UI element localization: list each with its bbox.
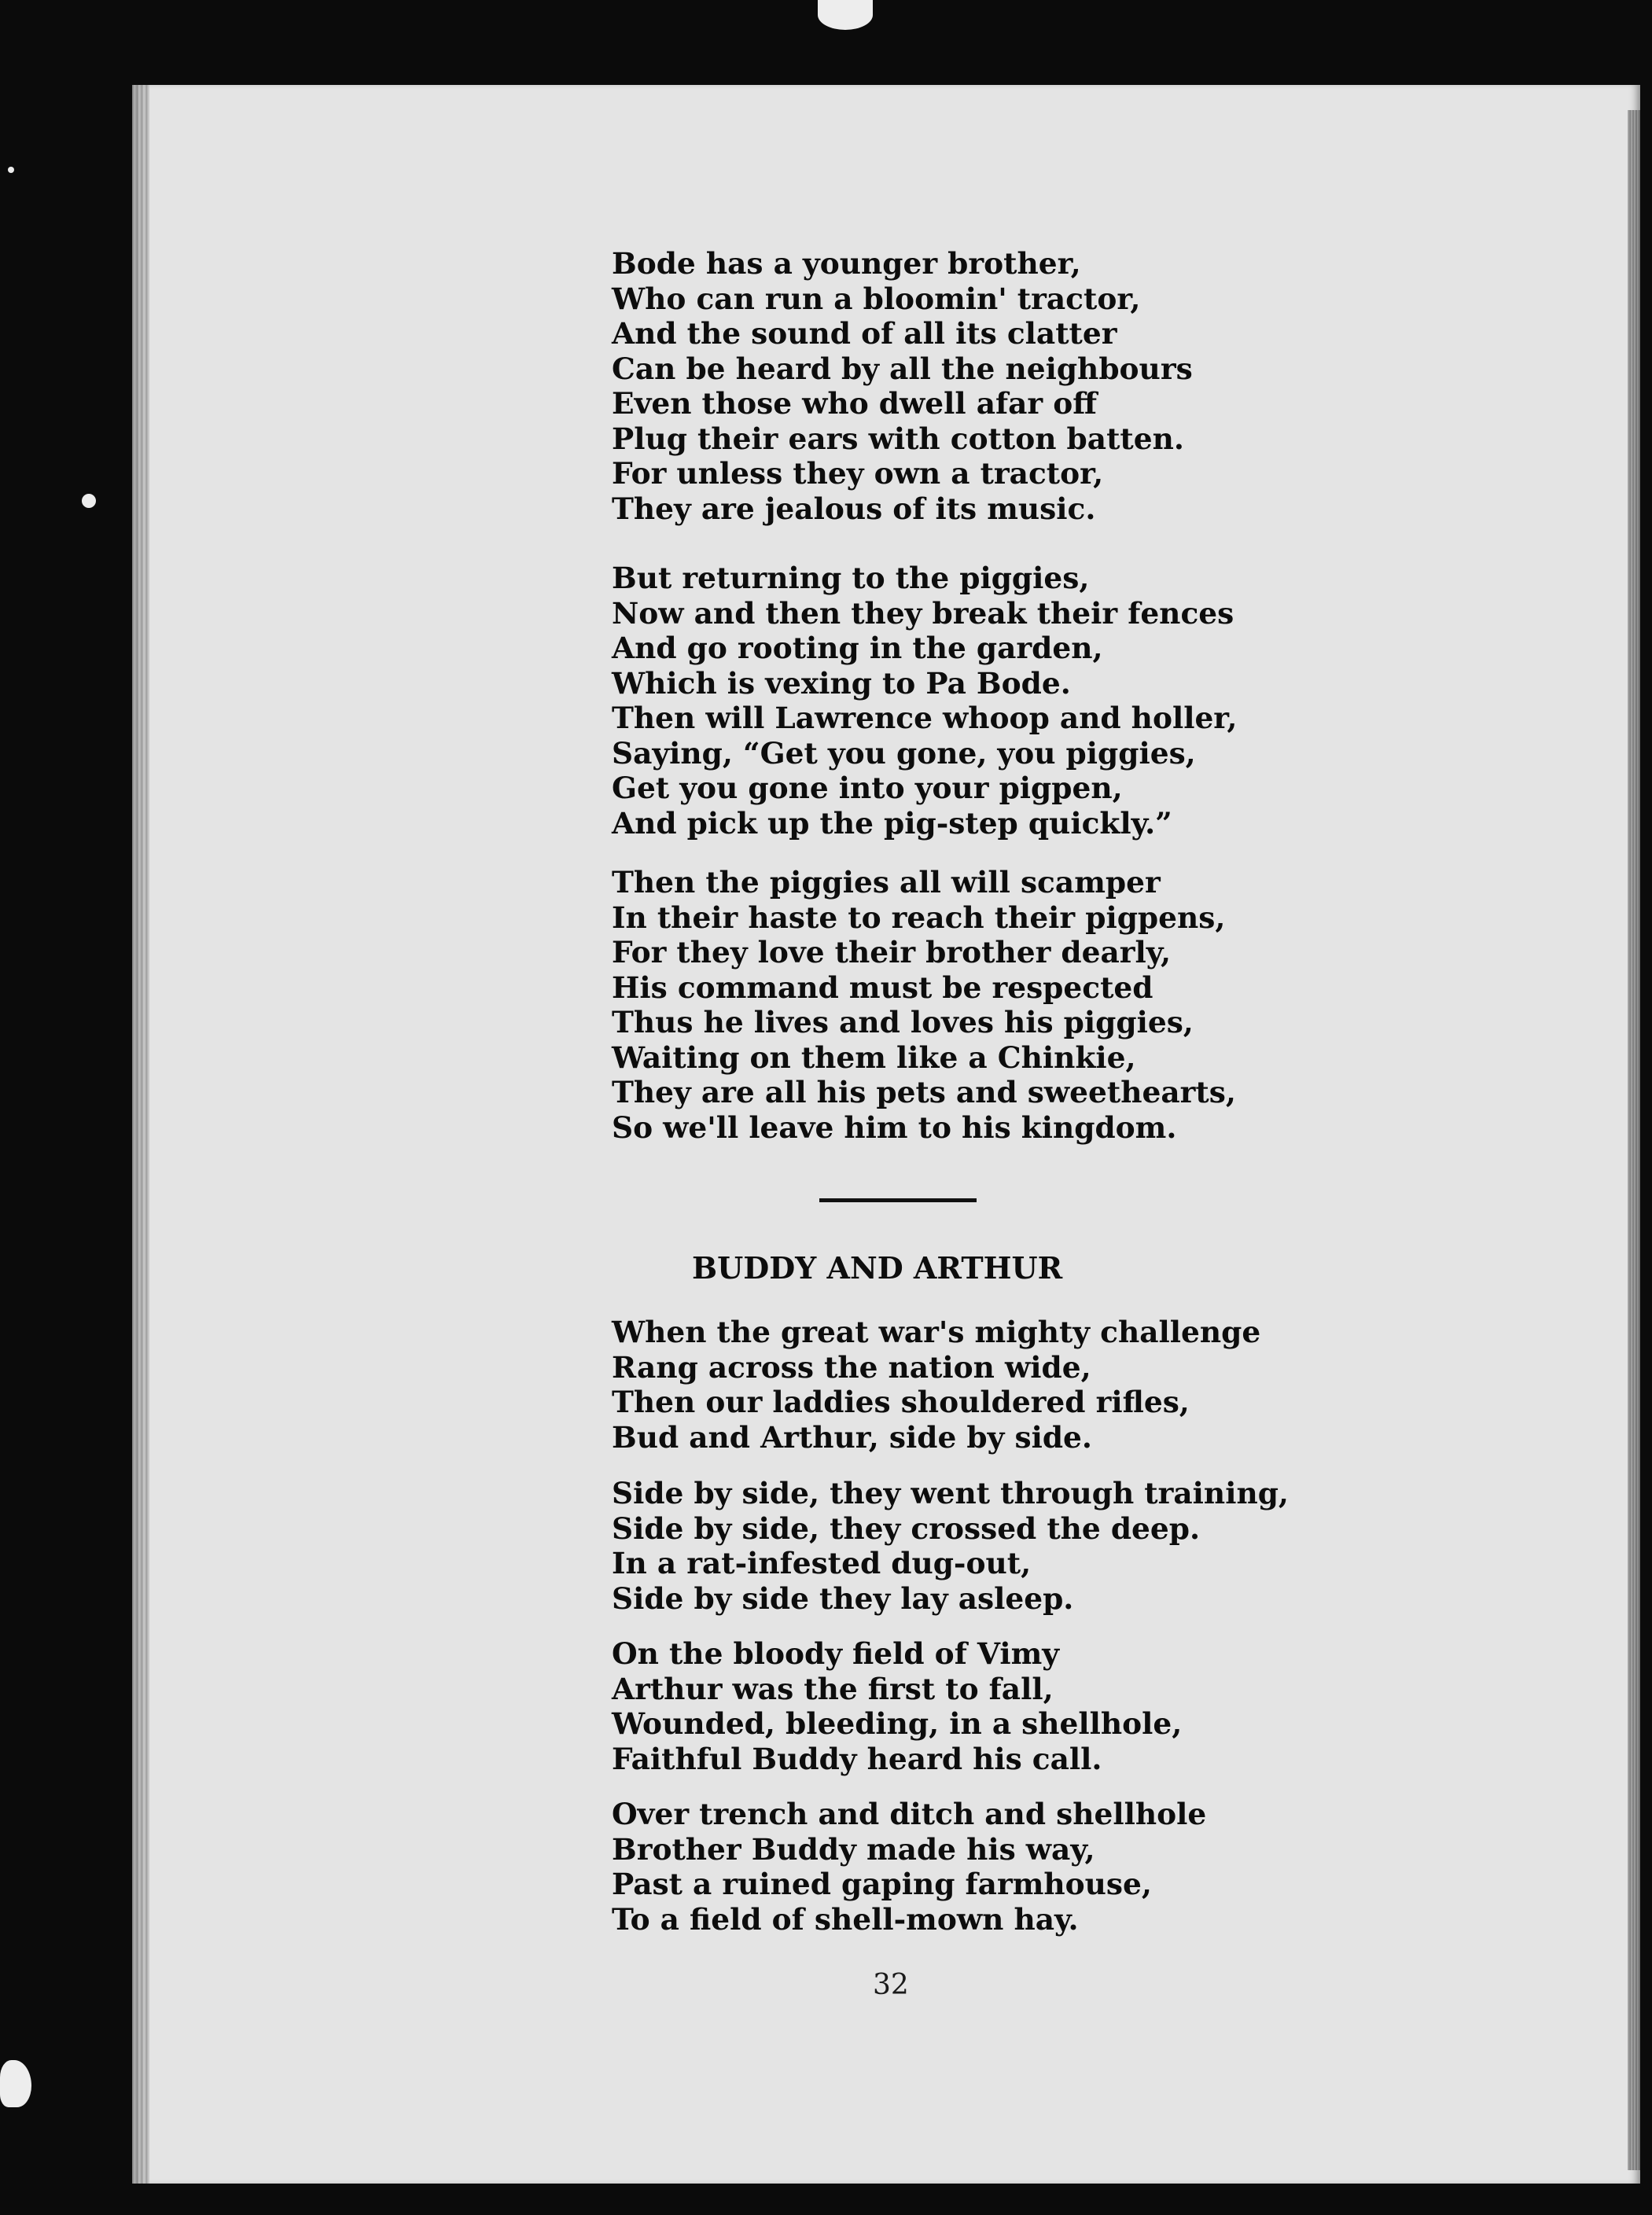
poem-line: Bud and Arthur, side by side. bbox=[612, 1419, 1092, 1455]
poem-line: Wounded, bleeding, in a shellhole, bbox=[612, 1706, 1183, 1741]
poem-line: Side by side, they went through training, bbox=[612, 1476, 1289, 1510]
poem-line: In their haste to reach their pigpens, bbox=[612, 900, 1226, 935]
poem-line: Brother Buddy made his way, bbox=[612, 1831, 1095, 1867]
poem-line: Who can run a bloomin' tractor, bbox=[612, 281, 1141, 316]
poem-line: Bode has a younger brother, bbox=[612, 246, 1081, 281]
poem-title: BUDDY AND ARTHUR bbox=[692, 1250, 1063, 1286]
poem-line: When the great war's mighty challenge bbox=[612, 1315, 1261, 1349]
first-poem-stanza bbox=[612, 246, 1193, 526]
first-poem-stanza bbox=[612, 865, 1236, 1145]
poem-line: So we'll leave him to his kingdom. bbox=[612, 1109, 1177, 1145]
poem-line: Faithful Buddy heard his call. bbox=[612, 1741, 1102, 1776]
first-poem-stanza bbox=[612, 561, 1237, 841]
second-poem-stanza bbox=[612, 1636, 1182, 1776]
poem-line: For unless they own a tractor, bbox=[612, 456, 1104, 491]
poem-line: Thus he lives and loves his piggies, bbox=[612, 1005, 1194, 1039]
poem-line: Even those who dwell afar off bbox=[612, 386, 1098, 421]
film-speck bbox=[82, 494, 96, 508]
page-outer-edge bbox=[1628, 110, 1640, 2170]
poem-line: Rang across the nation wide, bbox=[612, 1349, 1091, 1385]
poem-line: Saying, “Get you gone, you piggies, bbox=[612, 735, 1196, 771]
poem-line: But returning to the piggies, bbox=[612, 561, 1090, 595]
poem-line: In a rat-infested dug-out, bbox=[612, 1546, 1032, 1580]
poem-line: Now and then they break their fences bbox=[612, 595, 1234, 631]
second-poem-stanza bbox=[612, 1476, 1289, 1616]
poem-line: Plug their ears with cotton batten. bbox=[612, 421, 1184, 456]
film-speck bbox=[818, 0, 873, 30]
poem-line: Then the piggies all will scamper bbox=[612, 865, 1161, 900]
poem-line: Arthur was the first to fall, bbox=[612, 1671, 1054, 1706]
poem-line: His command must be respected bbox=[612, 970, 1153, 1005]
second-poem-stanza bbox=[612, 1797, 1206, 1937]
page-number: 32 bbox=[873, 1969, 909, 2001]
poem-line: To a field of shell-mown hay. bbox=[612, 1901, 1079, 1937]
poem-line: They are all his pets and sweethearts, bbox=[612, 1075, 1236, 1109]
poem-line: Past a ruined gaping farmhouse, bbox=[612, 1867, 1152, 1901]
section-divider-rule bbox=[819, 1198, 977, 1202]
poem-line: On the bloody field of Vimy bbox=[612, 1636, 1060, 1671]
poem-line: They are jealous of its music. bbox=[612, 491, 1096, 526]
poem-line: Side by side, they crossed the deep. bbox=[612, 1510, 1201, 1546]
poem-line: Which is vexing to Pa Bode. bbox=[612, 665, 1071, 701]
second-poem-stanza bbox=[612, 1315, 1260, 1455]
poem-line: For they love their brother dearly, bbox=[612, 935, 1172, 970]
page-binding-edge bbox=[132, 85, 149, 2184]
poem-line: Side by side they lay asleep. bbox=[612, 1580, 1074, 1616]
poem-line: Then our laddies shouldered rifles, bbox=[612, 1385, 1190, 1419]
film-speck bbox=[8, 167, 14, 173]
poem-line: And pick up the pig-step quickly.” bbox=[612, 805, 1172, 841]
poem-line: Then will Lawrence whoop and holler, bbox=[612, 701, 1238, 735]
poem-line: Waiting on them like a Chinkie, bbox=[612, 1039, 1136, 1075]
poem-line: Over trench and ditch and shellhole bbox=[612, 1797, 1207, 1831]
poem-line: And go rooting in the garden, bbox=[612, 631, 1103, 665]
poem-line: And the sound of all its clatter bbox=[612, 316, 1117, 351]
poem-line: Get you gone into your pigpen, bbox=[612, 771, 1123, 805]
poem-line: Can be heard by all the neighbours bbox=[612, 351, 1193, 386]
